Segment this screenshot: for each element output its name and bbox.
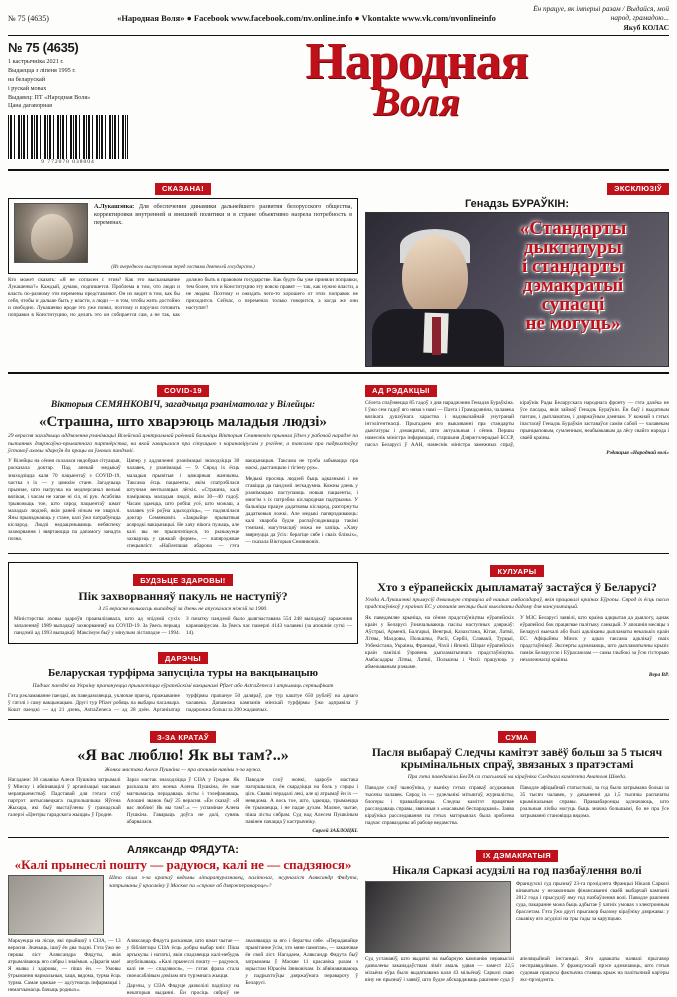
health-headline: Пік захворванняў пакуль не наступіў?	[78, 588, 288, 603]
sarkazi-article	[365, 842, 669, 997]
epigraph-signature: Якуб КОЛАС	[623, 23, 669, 33]
health-tag: БУДЗЬЦЕ ЗДАРОВЫ!	[133, 574, 232, 586]
quote-line-4: дэмакратыі	[522, 275, 624, 297]
kuluary-headline: Хто з еўрапейскіх дыпламатаў застаўся ў Беларусі?	[377, 579, 657, 594]
suma-article	[365, 724, 669, 835]
meta-price: Цана дагаворная	[8, 102, 52, 110]
exclusive-last-name: БУРАЎКІН:	[511, 198, 569, 211]
skazano-article	[8, 175, 358, 367]
zzakratku-tag: З-ЗА КРАТАЎ	[150, 731, 216, 743]
meta-publisher: Выдавец: ПТ «Народная Воля»	[8, 93, 91, 101]
health-sub: З 15 верасня колькасць выпадкаў за дзень не апускалася ніжэй за 1900.	[98, 605, 268, 612]
quote-line-5: супасці	[541, 294, 605, 316]
sarkazi-col-2: Суд устанавіў, што выдаткі на выбарчую кампанію перавысілі дазволены заканадаўствам ліміт амаль удвая — замест 22,5 мільёна еўра было выдаткавана каля 43 мільёнаў. Саркозі сваю віну не прызнаў і заявіў, што будзе абскарджваць рашэнне суда ў апеляцыйнай інстанцыі. Яго адвакаты назвалі прыгавор несправядлівым. У французскай прэсе адзначаюць, што гэтыя судовыя працэсы фактычна ставяць крыж на палітычнай кар'еры экс-прэзідэнта.	[365, 955, 669, 983]
covid-section	[8, 372, 669, 550]
bottom-section	[8, 842, 669, 997]
editorial-body: Сёлета спаўняецца 85 гадоў з дня нараджэння Генадзя Бураўкіна. І ўжо сем гадоў яго няма з намі — Паэта і Грамадзяніна, чалавека вялікага душэўнага хараства і надзвычайнай унутранай інтэлігентнасці. Прыгадаем яго выказванні пра стандарты дыктатуры і дэмакратыі, што актуальныя і сёння. Першы намеснік міністра інфармацыі, старшыня Дзяржтэлерадыё БССР, пасол Беларусі ў ААН, намеснік міністра замежных спраў, кіраўнік Рады Беларускага народнага фронту — гэта далёка не ўсе пасады, якія займаў Генадзь Бураўкін. Ён быў і выдатным паэтам, і дыпламатам, і дзяржаўным дзеячам. У кожнай з гэтых іпастасяў Генадзь Бураўкін заставаўся самім сабой — чалавекам прынцыповым, сумленным, неабыякавым да лёсу свайго народа і сваёй краіны.	[365, 400, 669, 449]
skazano-body: Кто может сказать: «Я не согласен с этим? Как это высказывание Лукашенко?» Каждый, думаю, подпишется. Проблема в том, что люди и власть по-разному эти перемены представляют. Он их видит в том, как бы себя, чтобы и дальше быть у власти, а люди — в том, чтобы жить достойно и свободно. Лукашенко вроде это уже понял, поэтому и поручил готовить поправки в Конституцию, но делать это он собирается сам, а не так, как должно быть в правовом государстве. Как будто бы уже приняли поправки, тем более, что и Конституцию эту вовсю правят — так, как нужно власти, а не людям. Поэтому и ожидать чего-то хорошего от этих поправок не приходится. Сейчас, о переменах только говорится, а когда же они наступят?	[8, 277, 358, 319]
sarkazi-photo	[365, 881, 511, 953]
zzakratku-headline: «Я вас люблю! Як вы там?..»	[77, 746, 289, 764]
covid-col-2: Цяпер у аддзяленні рэанімацыі знаходзіцца 30 чалавек, у рэанімацыі — 9. Сярод іх ёсць маладыя прывітыя і цяжарныя жанчыны. Таксама ёсць пацыенты, якім спатрэбілася штучная вентыляцыя лёгкіх. «Страшна, калі паміраюць маладыя людзі, якім 30—40 гадоў. Часам здаецца, што робіш усё, што можаш, а чалавек усё роўна адыходзіць», — падзялілася доктар Семянковіч. «Закрыйце прыватныя асяродкі вакцынацыі. Не хачу нікога пужаць, але калі вы не прышчэпіцеся, то рызыкуеце захварэць у цяжкай форме», — папярэджвае спецыяліст. «Найлепшая абарона — гэта вакцынацыя. Таксама не трэба забывацца пра маскі, дыстанцыю і гігіену рук».	[126, 458, 358, 549]
fiaduta-person-name	[8, 844, 358, 856]
meta-since: Выдаецца з ліпеня 1995 г.	[8, 67, 76, 74]
masthead	[8, 32, 669, 167]
fiaduta-col-3: Дарэчы, у СІЗА Фядуце дазволілі падпіску на некаторыя выданні. Ён просіць сяброў не хвалявацца за яго і берагчы сябе. «Перадавайце прывітанне ўсім, хто мяне памятае», — заканчвае ён свой ліст. Нагадаем, Аляксандр Фядута быў затрыманы ў Маскве 11 красавіка разам з юрыстам Юрасём Зянковічам. Іх абвінавачваюць у падрыхтоўцы дзяржаўнага перавароту ў Беларусі.	[126, 938, 358, 997]
barcode-number: 9 772070 038004	[41, 158, 95, 165]
fiaduta-photo	[8, 875, 104, 935]
health-column	[8, 558, 358, 716]
suma-headline: Пасля выбараў Следчы камітэт завёў больш за 5 тысяч крымінальных спраў, звязаных з пратэстамі	[371, 746, 663, 772]
fiaduta-headline: «Калі прынеслі пошту — радуюся, калі не — спадзяюся»	[14, 857, 352, 873]
photo-tie-shape	[432, 317, 441, 355]
issue-number: № 75 (4635)	[8, 39, 79, 55]
fiaduta-col-2: Аляксандр Фядута расказвае, што шмат чытае — у бібліятэцы СІЗА ёсць добры выбар кніг. Піша артыкулы і нататкі, якія спадзяецца калі-небудзь апублікаваць. «Калі прынеслі пошту — радуюся, калі не — спадзяюся», — гэтая фраза стала своеасаблівым дэвізам яго турэмнага жыцця.	[126, 938, 240, 980]
kuluary-col-1: Як паведамляе крыніца, на сёння прадстаўніцтвы еўрапейскіх краін у Беларусі ўзначальваюць паслы наступных дзяржаў: Аўстрыі, Арменіі, Балгарыі, Венгрыі, Казахстана, Кітая, Латвіі, Літвы, Малдовы, Польшчы, Расіі, Сербіі, Славакіі, Турцыі, Узбекістана, Украіны, Францыі, Чэхіі і Японіі. Шэраг еўрапейскіх краін панізілі ўзровень дыпламатычнага прадстаўніцтва. Амбасадары Літвы, Латвіі, Польшчы і Чэхіі працуюць у абмежаваным рэжыме.	[365, 614, 514, 670]
top-strip-epigraph	[519, 4, 669, 33]
covid-col-3: Медыкі просяць людзей быць адказнымі і не ставіцца да пандэміі легкадумна. Кожны дзень у рэанімацыю паступаюць новыя пацыенты, і многім з іх патрэбна кіслародная падтрымка. У бальніцы працуе дадатковы кісларод, разгорнуты дадатковыя ложкі. Але медыкі папярэджваюць: калі хвароба будзе распаўсюджвацца такімі тэмпамі, магутнасцяў можа не хапіць. «Хачу звярнуцца да ўсіх: берагіце сябе і сваіх блізкіх», — сказала Вікторыя Семянковіч.	[245, 475, 358, 545]
suma-col-2: Паводле афіцыйнай статыстыкі, за год было затрымана больш за 35 тысяч чалавек, у дачыненні да 1,5 тысячы распачаты крымінальныя справы. Праваабаронцы адзначаюць, што рэальныя лічбы могуць быць значна большымі, бо не пра ўсе затрыманні становіцца вядома.	[520, 784, 669, 819]
skazano-quote-text: Для обеспечения динамики дальнейшего развития белорусского общества, корректировки внутренней и внешней политики и в стране объективно назрела потребность в переменах.	[94, 204, 352, 227]
covid-col-1: У Вілейцы на сёння склалася нядобрая сітуацыя, расказала доктар. Пад апекай медыкаў знаходзіцца каля 70 пацыентаў з COVID-19, частка з іх — у цяжкім стане. Загадчыца прызнае, што нагрузка на медперсанал вельмі вялікая, і часам не хапае ні сіл, ні рук. Асабліва трывожыць тое, што сярод пацыентаў шмат маладых людзей, якія раней нічым не хварэлі. Яны прыязджаюць у стане, калі ўжо патрабуецца кісларод. Людзі недаацэньваюць небяспеку захворвання і звяртаюцца па дапамогу занадта позна.	[8, 458, 121, 542]
lower-section	[8, 724, 669, 835]
zzakratku-col-3: Паводле слоў жонкі, здароўе мастака пагоршылася, ён скардзіцца на боль у сэрцы і ціск. Сваякі перадалі лекі, але ці атрымаў ён іх — невядома. А вось тое, што, здаецца, трымаецца ён трымаецца, і не падае духам. Малюе, чытае, піша лісты сябрам. Суд над Алесем Пушкіным павінен пачацца ў кастрычніку.	[245, 777, 358, 826]
exclusive-first-name: Генадзь	[465, 198, 509, 211]
dareczy-sub: Падчас паездкі ва Украіну прапануецца прышчэпіцца еўрапейскімі вакцынамі Pfizer або AstraZeneca і атрымаць сертыфікат	[32, 682, 334, 689]
fiaduta-article	[8, 842, 358, 997]
photo-face-shape	[402, 235, 468, 317]
kuluary-column	[365, 558, 669, 716]
buraukin-photo	[365, 212, 669, 367]
mid-divider	[8, 553, 669, 554]
sarkazi-col-1: Французскі суд прызнаў 23-га прэзідэнта Францыі Нікаля Саркозі вінаватым у незаконным фінансаванні сваёй выбарчай кампаніі 2012 года і прысудзіў яму год пазбаўлення волі. Паводле рашэння суда, пакаранне можа быць адбытае ў хатніх умовах з электронным браслетам. Гэта ўжо другі прыгавор былому кіраўніку дзяржавы: у сакавіку яго асудзілі на тры гады за карупцыю.	[516, 880, 669, 922]
suma-tag: СУМА	[498, 731, 535, 743]
exclusive-person-name	[365, 198, 669, 210]
zzakratku-col-2: Зараз мастак знаходзіцца ў СІЗА у Гродне. Як расказала яго жонка Алена Пушкіна, ён мае магчымасць перадаваць лісты і тэлефанаваць. Апошні званок быў 25 верасня. «Ён сказаў: «Я вас люблю! Як вы там?..» — успамінае Алена Пушкіна. Гаварыць доўга не далі, сувязь абарвалася.	[126, 777, 240, 826]
fiaduta-col-1: Маркуецца на лісце, які прыйшоў з СІЗА, — 13 верасня. Значыць, ішоў ён два тыдні. Гэта ўжо не першы ліст Аляксандра Фядуты, якія атрымліваюць яго сябры і знаёмыя. «Дарагія мае! Я жывы і здаровы, — піша ён. — Умовы ўтрымання нармальныя, хаця, вядома, турма ёсць турма. Самае цяжкае — адсутнасць інфармацыі і немагчымасць бачыць родных».	[8, 938, 121, 994]
exclusive-tag: ЭКСКЛЮЗІЎ	[607, 183, 669, 195]
zzakratku-byline: Сяргей ЗАБЛОЦКІ.	[312, 828, 358, 835]
covid-lead: 29 верасня загадчыца аддзялення рэанімацыі Вілейскай цэнтральнай раённай бальніцы Вікторыя Семянковіч прыняла ўдзел у рабочай нарадзе па пытаннях дзяржаўна-прыватнага партнёрства, на якой гаварылася пра сітуацыю з каранавірусам у рэгіёне, а таксама пра падрыхтоўку ўстаноў аховы здароўя да працы ва ўмовах пандэміі.	[8, 433, 358, 455]
kuluary-col-2: У МЗС Беларусі заявілі, што краіна адкрытая да дыялогу, аднак еўрапейскі бок працягвае палітыку санкцый. У апошнія месяцы з Беларусі выехалі або былі адкліканы дыпламаты некалькіх краін ЕС. Афіцыйны Мінск у адказ таксама адклікаў сваіх прадстаўнікоў. Эксперты адзначаюць, што дыпламатычны крызіс паміж Беларуссю і Еўрасаюзам — самы глыбокі за ўсю гісторыю незалежнасці краіны.	[520, 614, 669, 663]
covid-article	[8, 377, 358, 550]
dareczy-headline: Беларуская турфірма запусціла туры на вакцынацыю	[47, 666, 319, 679]
suma-col-1: Паводле слоў чыноўніка, у выніку гэтых справаў асуджаныя тысячы чалавек. Сярод іх — удзельнікі мітынгаў, журналісты, блогеры і праваабаронцы. Следчы камітэт працягвае расследаваць справы, звязаныя з «масавымі беспарадкамі». Заява кіраўніка расследавання па гэтых матэрыялах была зроблена падчас справаздачы аб рабоце ведамства.	[365, 784, 514, 826]
masthead-divider	[8, 169, 669, 171]
skazano-tag: СКАЗАНА!	[155, 183, 211, 195]
exclusive-headline-quote	[484, 219, 662, 333]
meta-lang2: і рускай мовах	[8, 84, 47, 92]
epigraph-text: Ён працуе, як імперыі разам / Выдайся, мой народ, грамадою...	[533, 4, 669, 23]
barcode	[8, 115, 128, 159]
masthead-meta-block	[8, 39, 158, 167]
editorial-signature: Рэдакцыя «Народнай волі»	[606, 450, 669, 457]
top-strip-social[interactable]: «Народная Воля» ● Facebook www.facebook.com/nv.online.info ● Vkontakte www.vk.com/nvonlineinfo	[117, 13, 496, 24]
top-strip	[8, 4, 669, 36]
lukashenko-photo	[14, 203, 88, 263]
zzakratku-col-1: Нагадаем: 30 сакавіка Алеся Пушкіна затрымалі ў Мінску і абвінавацілі ў арганізацыі масавых мерапрыемстваў. Падставай для гэтага стаў партрэт антысавецкага падпольшчыка Яўгена Жыхара, які быў выстаўлены ў грамадскай галерэі «Цэнтры гарадскога жыцця» ў Гродне.	[8, 777, 121, 819]
quote-line-3: і стандарты	[521, 256, 625, 278]
skazano-caption: (Из очередного выступления перед гостями деятелей государств.)	[111, 265, 255, 271]
title-line-1: Народная	[305, 32, 528, 90]
kuluary-tag: КУЛУАРЫ	[490, 565, 543, 577]
suma-sub: Пра гэта паведаміла БелТА са спасылкай на кіраўніка Следчага камітэта Анатоля Шведа.	[407, 774, 627, 781]
fiaduta-last-name: ФЯДУТА:	[189, 844, 239, 857]
prison-article	[8, 724, 358, 835]
upper-section	[8, 175, 669, 367]
sarkazi-tag: ІХ ДЭМАКРАТЫЯ	[476, 850, 558, 862]
covid-headline: «Страшна, што хварэюць маладыя людзі»	[39, 414, 327, 431]
health-box	[8, 562, 358, 644]
zzakratku-sub: Жонка мастака Алеся Пушкіна — пра апошнія навіны з-за мужа.	[104, 766, 262, 773]
quote-line-6: не могуць»	[525, 313, 621, 335]
quote-line-1: «Стандарты	[519, 218, 627, 240]
dareczy-tag: ДАРЭЧЫ	[158, 652, 208, 664]
top-strip-issue: № 75 (4635)	[8, 13, 49, 23]
fiaduta-first-name: Аляксандр	[127, 844, 187, 857]
title-line-2: Воля	[373, 79, 460, 125]
covid-tag: COVID-19	[157, 385, 209, 397]
exclusive-article	[365, 175, 669, 367]
meta-lang1: на беларускай	[8, 75, 46, 83]
quote-line-2: дыктатуры	[524, 237, 622, 259]
health-body: Міністэрства аховы здароўя прааналізавала, што ад эпідэміі сухіх запаленняў 1989 выпадкаў захворванняў на COVID-19. За ўвесь перыяд пандэміі ад 1993 выпадкаў. Максімум быў у мінулым лістападзе — 1994. З пачатку пандэміі было дыягнаставана 554 248 выпадкаў заражэння каранавірусам. За ўвесь час памерлі 4143 чалавекі (за апошнія суткі — 14).	[14, 616, 352, 637]
skazano-quote-author: А.Лукашэнка:	[94, 203, 135, 211]
middle-section	[8, 558, 669, 716]
editorial-article	[365, 377, 669, 550]
covid-kicker: Вікторыя СЕМЯНКОВІЧ, загадчыца рэаніматолаг у Вілейцы:	[50, 400, 316, 411]
kuluary-sub: Угода А.Лукашэнкі прымусіў дэвальвую страціла ад нашых амбасадараў, якія працавалі краінах Еўропы. Сярод іх ёсць пасол прадстаўнікоў у краінах ЕС у апошнія месяцы былі выкліканы дадому для кансультацый.	[365, 596, 669, 611]
bottom-divider	[8, 837, 669, 838]
kuluary-byline: Вера ВР.	[648, 671, 669, 678]
editorial-tag: АД РЭДАКЦЫІ	[365, 385, 437, 397]
issue-meta	[8, 58, 158, 111]
lower-divider	[8, 719, 669, 720]
sarkazi-headline: Нікаля Сарказі асудзілі на год пазбаўлення волі	[392, 865, 642, 878]
masthead-title	[164, 32, 669, 167]
skazano-quote	[94, 203, 352, 263]
dareczy-body: Гэта рэкламаванне паездкі, як паведамляецца, уключае праезд, пражыванне ў гатэлі і саму вакцынацыю. Другі тур Pfizer робяць па выбары пасажыра. Кошт паездкі — ад 21 дзень, AstraZeneca — ад 28 дзён. Арганізатар турфірмы прапануе 50 даляраў, дзе тур каштуе 650 рублёў на аднаго чалавека. Дапаможа кампанія мінскай турфірмы ўжо адправіла ў падарожжа больш за 200 жадаючых.	[8, 693, 358, 714]
meta-date: 1 кастрычніка 2021 г.	[8, 58, 64, 66]
fiaduta-sub: Што піша з-за кратаў вядомы літаратуразнавец, палітолаг, журналіст Аляксандр Фядута, затрыманы ў красавіку ў Маскве па «справе аб дзяржперавароце»?	[109, 875, 358, 889]
